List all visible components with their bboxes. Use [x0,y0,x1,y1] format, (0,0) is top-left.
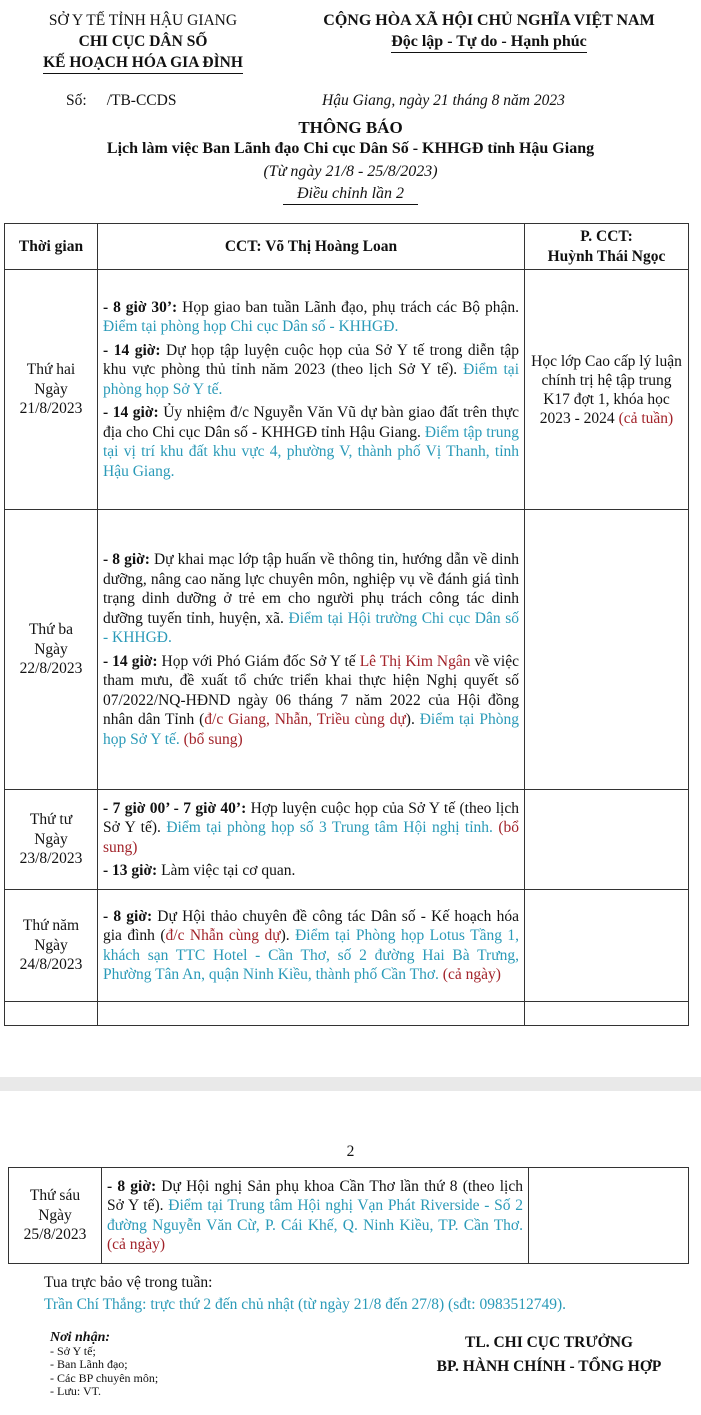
cct-schedule-cell [98,510,525,790]
recipient-item: - Ban Lãnh đạo; [50,1357,128,1371]
cct-schedule-cell [98,790,525,890]
page-2 [0,1091,701,1415]
cct-schedule-cell [98,270,525,510]
header-cct: CCT: Võ Thị Hoàng Loan [98,224,525,270]
empty-cell [5,1002,98,1026]
document-title: THÔNG BÁO [298,118,403,137]
empty-cell [98,1002,525,1026]
header-time: Thời gian [5,224,98,270]
day-cell: Thứ tư Ngày 23/8/2023 [5,790,98,890]
pcct-schedule-cell [525,510,689,790]
recipient-item: - Lưu: VT. [50,1384,102,1398]
table-row-monday [5,270,689,510]
nation-motto: Độc lập - Tự do - Hạnh phúc [391,31,587,53]
guard-duty-text: Trần Chí Thắng: trực thứ 2 đến chủ nhật (từ ngày 21/8 đến 27/8) (sđt: 0983512749). [44,1296,567,1313]
document-number [66,92,176,110]
schedule-entry: - 13 giờ: Làm việc tại cơ quan. [103,862,296,879]
document-date: Hậu Giang, ngày 21 tháng 8 năm 2023 [322,92,565,109]
recipient-item: - Các BP chuyên môn; [50,1370,159,1385]
agency-line-3: KẾ HOẠCH HÓA GIA ĐÌNH [43,52,243,74]
recipients-list [50,1331,158,1399]
day-cell: Thứ năm Ngày 24/8/2023 [5,890,98,1002]
schedule-entry: - 8 giờ 30’: Họp giao ban tuần Lãnh đạo, phụ trách các Bộ phận. Điểm tại phòng họp Chi cục Dân số - KHHGĐ. [103,298,519,336]
schedule-table [4,223,689,1026]
signature-block [404,1331,694,1379]
table-row-wednesday [5,790,689,890]
table-row-tuesday [5,510,689,790]
agency-line-2: CHI CỤC DÂN SỐ [78,33,208,50]
pcct-schedule-cell [525,790,689,890]
recipient-item: - Sở Y tế; [50,1343,96,1358]
table-row-empty [5,1002,689,1026]
schedule-entry: - 14 giờ: Ủy nhiệm đ/c Nguyễn Văn Vũ dự bàn giao đất trên thực địa cho Chi cục Dân số - KHHGĐ tỉnh Hậu Giang. Điểm tập trung tại vị trí khu đất khu vực 4, phường V, thành phố Vị Thanh, tỉnh Hậu Giang. [103,404,519,480]
guard-duty-title: Tua trực bảo vệ trong tuần: [44,1274,213,1291]
table-row-friday [9,1168,689,1264]
day-cell: Thứ hai Ngày 21/8/2023 [5,270,98,510]
agency-line-1: SỞ Y TẾ TỈNH HẬU GIANG [48,12,238,29]
day-cell: Thứ sáu Ngày 25/8/2023 [9,1168,102,1264]
schedule-entry: - 14 giờ: Dự họp tập luyện cuộc họp của Sở Y tế trong diễn tập khu vực phòng thủ tỉnh năm 2023 (theo lịch Sở Y tế). Điểm tại phòng họp Sở Y tế. [103,341,520,398]
schedule-entry: - 8 giờ: Dự Hội thảo chuyên đề công tác Dân số - Kế hoạch hóa gia đình (đ/c Nhẫn cùng dự). Điểm tại Phòng họp Lotus Tầng 1, khách sạn TTC Hotel - Cần Thơ, số 2 đường Hai Bà Trưng, Phường Tân An, quận Ninh Kiều, thành phố Cần Thơ. (cả ngày) [103,907,520,983]
recipients-heading: Nơi nhận: [50,1330,111,1345]
signature-line-2: BP. HÀNH CHÍNH - TỔNG HỢP [436,1358,662,1375]
header-pcct: P. CCT: Huỳnh Thái Ngọc [525,224,689,270]
document-subtitle: Lịch làm việc Ban Lãnh đạo Chi cục Dân Số - KHHGĐ tỉnh Hậu Giang [106,140,595,157]
schedule-entry: - 7 giờ 00’ - 7 giờ 40’: Hợp luyện cuộc họp của Sở Y tế (theo lịch Sở Y tế). Điểm tại phòng họp số 3 Trung tâm Hội nghị tỉnh. (bổ sung) [103,799,519,856]
doc-no-label: Số: [66,92,87,109]
schedule-entry: - 8 giờ: Dự Hội nghị Sản phụ khoa Cần Thơ lần thứ 8 (theo lịch Sở Y tế). Điểm tại Trung tâm Hội nghị Vạn Phát Riverside - Số 2 đường Nguyễn Văn Cừ, P. Cái Khế, Q. Ninh Kiều, TP. Cần Thơ. (cả ngày) [107,1177,523,1253]
cct-schedule-cell [102,1168,529,1264]
page-separator [0,1077,701,1091]
schedule-entry: - 14 giờ: Họp với Phó Giám đốc Sở Y tế Lê Thị Kim Ngân về việc tham mưu, đề xuất tổ chức triển khai thực hiện Nghị quyết số 07/2022/NQ-HĐND ngày 06 tháng 7 năm 2022 của Hội đồng nhân dân Tỉnh (đ/c Giang, Nhẫn, Triều cùng dự). Điểm tại Phòng họp Sở Y tế. (bổ sung) [103,652,519,748]
issuing-agency [8,10,278,74]
schedule-entry: - 8 giờ: Dự khai mạc lớp tập huấn về thông tin, hướng dẫn về dinh dưỡng, nâng cao năng lực chuyên môn, nghiệp vụ về đánh giá tình trạng dinh dưỡng ở trẻ em cho người phụ trách công tác dinh dưỡng tuyến tỉnh, huyện, xã. Điểm tại Hội trường Chi cục Dân số - KHHGĐ. [103,551,520,646]
cct-schedule-cell [98,890,525,1002]
table-header-row [5,224,689,270]
pcct-schedule-cell: Học lớp Cao cấp lý luận chính trị hệ tập trung K17 đợt 1, khóa học 2023 - 2024 (cả tuần) [525,270,689,510]
table-row-thursday [5,890,689,1002]
day-cell: Thứ ba Ngày 22/8/2023 [5,510,98,790]
page-number: 2 [346,1143,355,1160]
nation-name: CỘNG HÒA XÃ HỘI CHỦ NGHĨA VIỆT NAM [323,12,655,29]
empty-cell [525,1002,689,1026]
date-range: (Từ ngày 21/8 - 25/8/2023) [263,163,438,180]
pcct-schedule-cell [525,890,689,1002]
national-heading [284,10,694,53]
adjustment-note: Điều chỉnh lần 2 [283,185,418,205]
schedule-table-continued [8,1167,689,1264]
doc-no-code: /TB-CCDS [106,92,177,109]
pcct-schedule-cell [529,1168,689,1264]
signature-line-1: TL. CHI CỤC TRƯỞNG [465,1334,633,1351]
